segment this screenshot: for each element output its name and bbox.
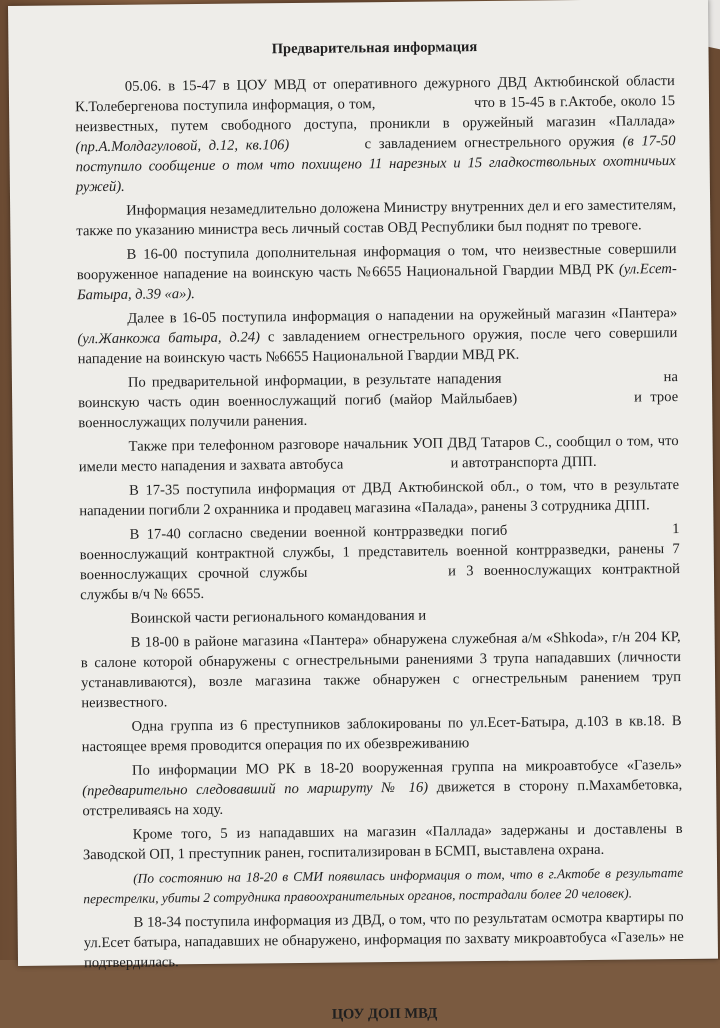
paragraph [80,603,680,629]
text-run: Одна группа из 6 преступников заблокированы по ул.Есет-Батыра, д.103 в кв.18. В настоящее время проводится операция по их обезвреживанию [81,712,682,756]
paragraph [78,367,679,433]
italic-text: (пр.А.Молдагуловой, д.12, кв.106) [75,137,290,156]
text-run: и автотранспорта ДПП. [450,453,597,472]
paragraph [82,755,683,821]
paragraph [77,239,678,305]
text-run: 1 военнослужащий контрактной службы, 1 представитель военной контрразведки, ранены 7 военнослужащих срочной службы [79,520,680,584]
text-run: и 3 военнослужащих контрактной службы в/ч № 6655. [80,560,681,604]
text-run: В 16-00 поступила дополнительная информация о том, что неизвестные совершили вооруженное нападение на воинскую часть №6655 Национальной Гвардии МВД РК [76,241,677,284]
paragraph [79,475,679,521]
text-run: Также при телефонном разговоре начальник УОП ДВД Татаров С., сообщил о том, что имели место нападения и захвата автобуса [78,433,679,476]
text-run: В 17-40 согласно сведении военной контрразведки погиб [129,522,508,543]
text-run: Информация незамедлительно доложена Министру внутренних дел и его заместителям, также по указанию министра весь личный состав ОВД Республики был поднят по тревоге. [76,197,677,240]
text-run: В 17-35 поступила информация от ДВД Актюбинской обл., о том, что в результате нападении погибли 2 охранника и продавец магазина «Палада», ранены 3 сотрудника ДПП. [79,476,680,520]
redacted-gap [526,402,626,403]
italic-text: (ул.Есет-Батыра, д.39 «а»). [76,261,677,304]
paragraph [81,711,681,757]
redacted-gap [515,533,665,535]
italic-text: (ул.Жанкожа батыра, д.24) [77,329,261,348]
text-run: движется в сторону п.Махамбетовка, отстреливаясь на ходу. [82,776,683,820]
paragraph [76,195,676,241]
paragraph [83,819,683,865]
paragraph [84,907,685,973]
paragraph [83,863,683,909]
document-body [74,35,684,1027]
italic-text: (По состоянию на 18-20 в СМИ появилась информация о том, что в г.Актобе в результате перестрелки, убиты 2 сотрудника правоохранительных органов, пострадали более 20 человек). [83,864,684,907]
redacted-gap [508,381,658,383]
paragraph-list [75,71,684,973]
redacted-gap [297,148,357,149]
text-run: Воинской части регионального командования и [130,607,427,627]
text-run: что в 15-45 в г.Актобе, около 15 неизвестных, путем свободного доступа, проникли в оружейный магазин «Паллада» [75,93,676,136]
text-run: Кроме того, 5 из нападавших на магазин «Паллада» задержаны и доставлены в Заводской ОП, 1 преступник ранен, госпитализирован в БСМП, выставлена охрана. [82,820,683,864]
text-run: В 18-00 в районе магазина «Пантера» обнаружена служебная а/м «Shkoda», г/н 204 КР, в салоне которой обнаружены с огнестрельными ранениями 3 трупа нападавших (личности устанавливаются), возле магазина также обнаружен с огнестрельным ранением труп неизвестного. [80,628,682,712]
text-run: на воинскую часть один военнослужащий погиб (майор Майлыбаев) [78,369,678,412]
redacted-gap [318,576,438,577]
text-run: и трое военнослужащих получили ранения. [78,389,679,432]
italic-text: (предварительно следовавший по маршруту № 16) [82,779,429,800]
redacted-gap [347,467,447,468]
italic-text: (в 17-50 поступило сообщение о том что похищено 11 нарезных и 15 гладкоствольных охотничьих ружей). [75,133,676,196]
paragraph [81,627,682,713]
paragraph [77,303,678,369]
text-run: 05.06. в 15-47 в ЦОУ МВД от оперативного дежурного ДВД Актюбинской области К.Толебергенова поступила информация, о том, [74,73,675,116]
redacted-gap [380,107,470,108]
text-run: В 18-34 поступила информация из ДВД, о том, что по результатам осмотра квартиры по ул.Есет батыра, нападавших не обнаружено, информация по захвату микроавтобуса «Газель» не подтвердилась. [83,908,684,972]
text-run: По информации МО РК в 18-20 вооруженная группа на микроавтобусе «Газель» [131,756,683,779]
paragraph [79,431,679,477]
document-title: Предварительная информация [271,39,478,58]
text-run: с завладением огнестрельного оружия [364,133,615,153]
paragraph [75,71,676,197]
text-run: Далее в 16-05 поступила информация о нападении на оружейный магазин «Пантера» [127,305,678,327]
document-sheet [8,0,718,1023]
document-signature: ЦОУ ДОП МВД [331,1005,438,1023]
text-run: По предварительной информации, в результате нападения [127,370,502,391]
text-run: с завладением огнестрельного оружия, после чего совершили нападение на воинскую часть №6655 Национальной Гвардии МВД РК. [77,325,678,368]
paragraph [79,519,680,605]
